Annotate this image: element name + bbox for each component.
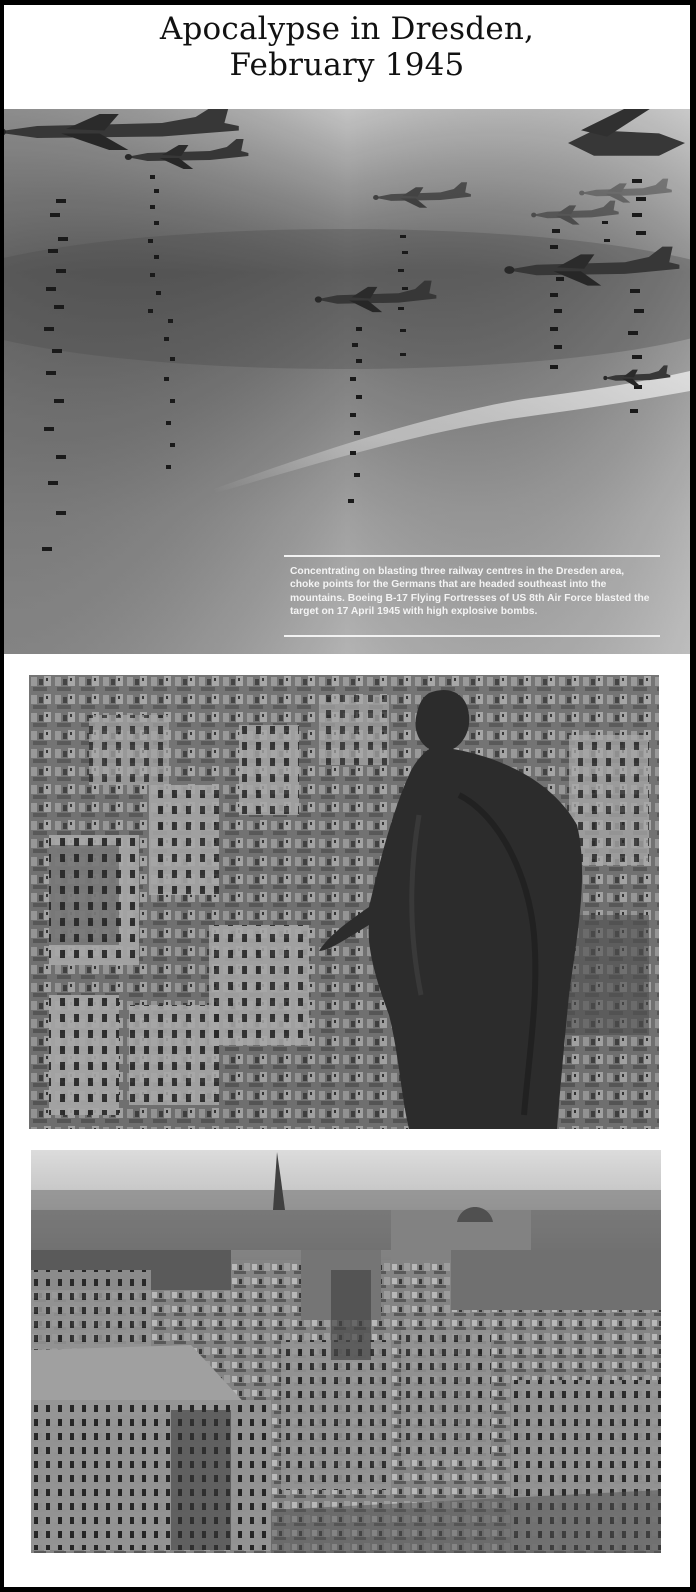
photo-caption-box [284,555,660,637]
title-block [4,5,690,110]
photo-caption: Concentrating on blasting three railway centres in the Dresden area, choke points for the Germans that are headed southeast into the mountains. Boeing B-17 Flying Fortresses of US 8th Air Force blasted the target on 17 April 1945 with high explosive bombs. [290,566,650,618]
page-title-line-1: Apocalypse in Dresden, [159,11,535,47]
city-panorama-illustration [31,1150,661,1553]
page-title-line-2: February 1945 [229,47,465,83]
page [4,5,690,1587]
statue-ruins-photo [29,675,659,1129]
statue-ruins-illustration [29,675,659,1129]
city-panorama-photo [31,1150,661,1553]
bombers-photo [4,109,690,654]
